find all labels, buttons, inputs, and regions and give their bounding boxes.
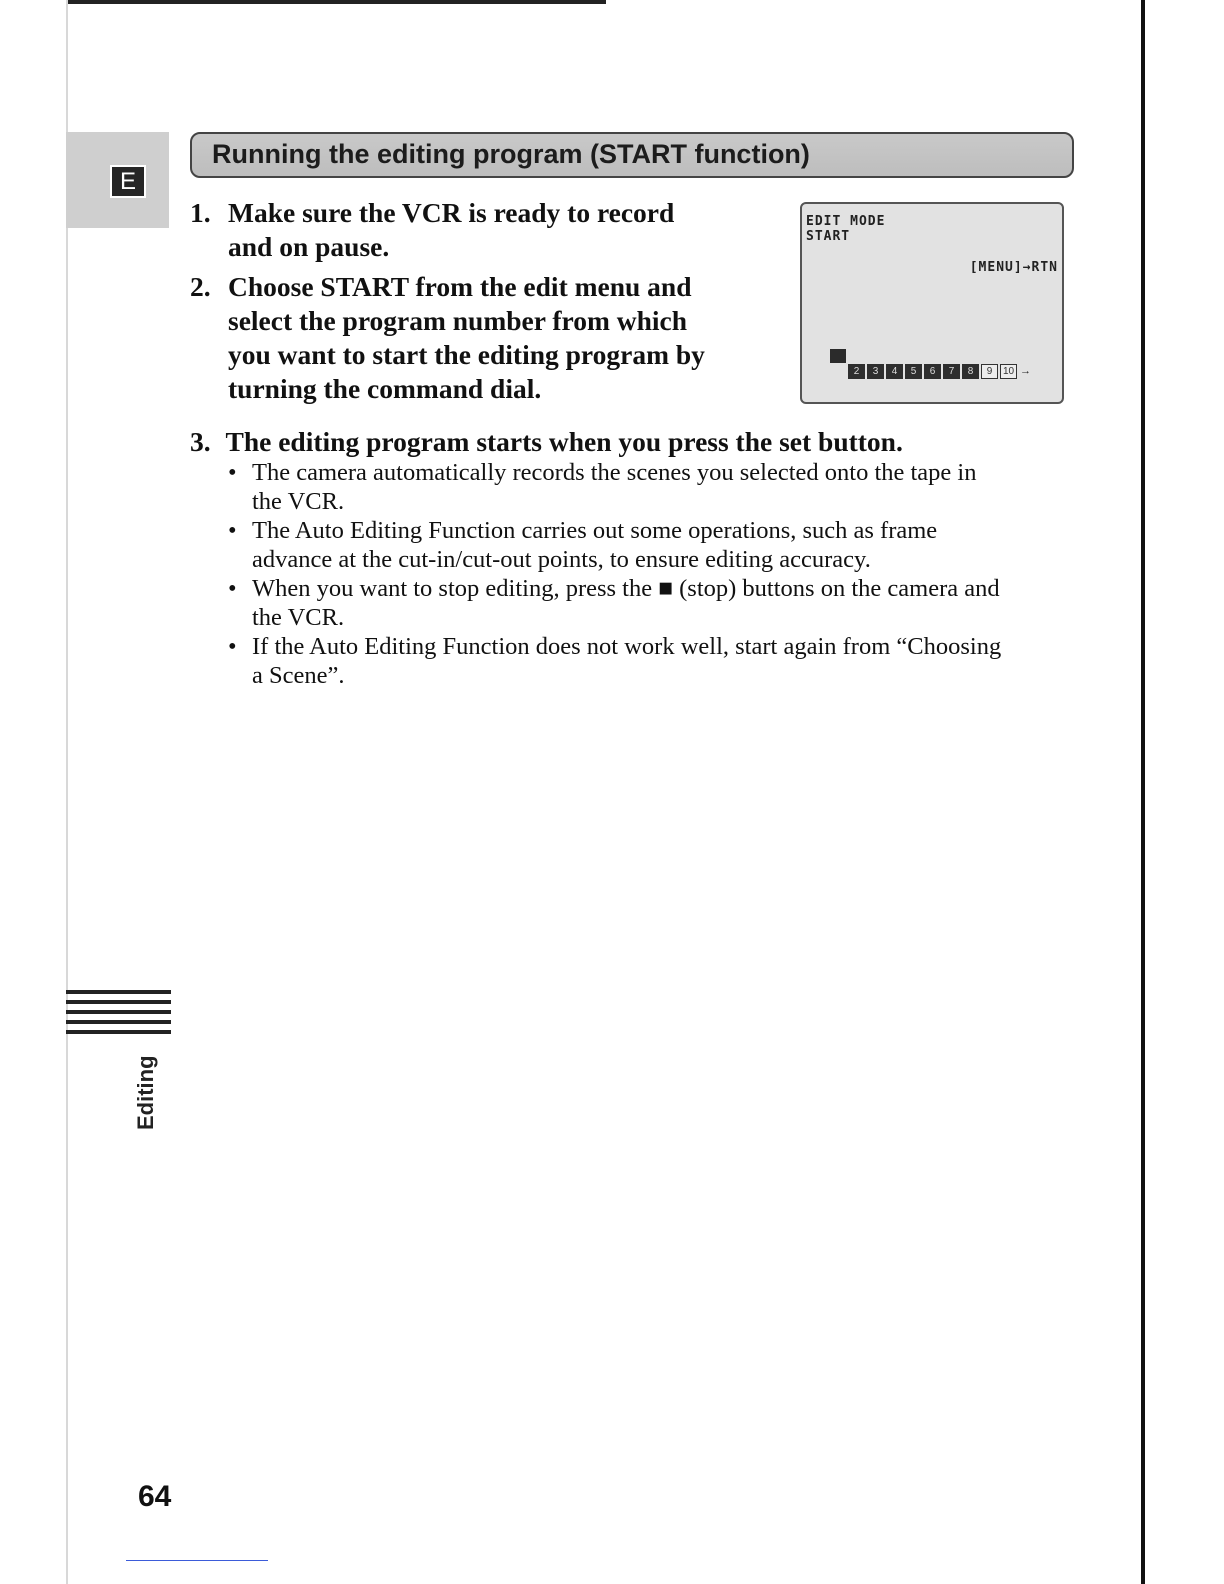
arrow-right-icon: → (1020, 365, 1031, 377)
chapter-marker-bar (66, 1020, 171, 1024)
step-line: turning the command dial. (228, 373, 542, 404)
right-edge-line (1141, 0, 1145, 1584)
bullet-line: a Scene”. (252, 662, 345, 689)
bullet-line: the VCR. (252, 488, 345, 515)
step-line: you want to start the editing program by (228, 339, 705, 370)
language-tab-letter: E (110, 165, 146, 198)
chapter-side-label: Editing (133, 1055, 158, 1130)
program-number-box: 9 (981, 364, 998, 379)
page-number: 64 (138, 1480, 172, 1513)
screen-menu-return-hint: [MENU]→RTN (969, 260, 1058, 275)
bullet-icon: • (228, 517, 237, 544)
program-number-selected (830, 349, 846, 363)
chapter-marker-bar (66, 1030, 171, 1034)
section-title: Running the editing program (START function) (212, 139, 810, 169)
list-item (228, 516, 1078, 574)
bullet-line: When you want to stop editing, press the ■ (stop) buttons on the camera and (252, 575, 1000, 602)
bullet-icon: • (228, 633, 237, 660)
chapter-marker-bar (66, 990, 171, 994)
program-number-box: 5 (905, 364, 922, 379)
chapter-marker-bar (66, 1000, 171, 1004)
program-number-box: 8 (962, 364, 979, 379)
step-line: and on pause. (228, 231, 390, 262)
left-edge-line (66, 0, 68, 1584)
bullet-line: advance at the cut-in/cut-out points, to ensure editing accuracy. (252, 546, 871, 573)
chapter-marker-bar (66, 1010, 171, 1014)
chapter-marker-bars (66, 990, 171, 1040)
step-number: 1. (190, 197, 211, 228)
bullet-list (228, 458, 1078, 690)
step-line: Choose START from the edit menu and (228, 271, 692, 302)
step-3 (190, 425, 903, 459)
bullet-icon: • (228, 575, 237, 602)
list-item (228, 632, 1078, 690)
list-item (228, 574, 1078, 632)
step-line: Make sure the VCR is ready to record (228, 197, 675, 228)
step-number: 3. (190, 426, 211, 457)
program-number-box: 7 (943, 364, 960, 379)
bullet-line: The Auto Editing Function carries out some operations, such as frame (252, 517, 938, 544)
step-line: select the program number from which (228, 305, 688, 336)
lcd-screen-illustration (800, 202, 1064, 404)
bullet-line: the VCR. (252, 604, 345, 631)
program-number-box: 10 (1000, 364, 1017, 379)
step-number: 2. (190, 271, 211, 302)
program-number-row (848, 364, 1031, 379)
step-line: The editing program starts when you press the set button. (225, 426, 903, 457)
screen-start: START (806, 229, 851, 244)
top-edge-line (66, 0, 606, 4)
program-number-box: 6 (924, 364, 941, 379)
bullet-icon: • (228, 459, 237, 486)
program-number-box: 4 (886, 364, 903, 379)
list-item (228, 458, 1078, 516)
bullet-line: The camera automatically records the scenes you selected onto the tape in (252, 459, 977, 486)
section-header (190, 132, 1074, 178)
program-number-box: 2 (848, 364, 865, 379)
bullet-line: If the Auto Editing Function does not work well, start again from “Choosing (252, 633, 1002, 660)
bottom-edge-line (126, 1560, 268, 1561)
program-number-box: 3 (867, 364, 884, 379)
screen-edit-mode: EDIT MODE (806, 214, 886, 229)
